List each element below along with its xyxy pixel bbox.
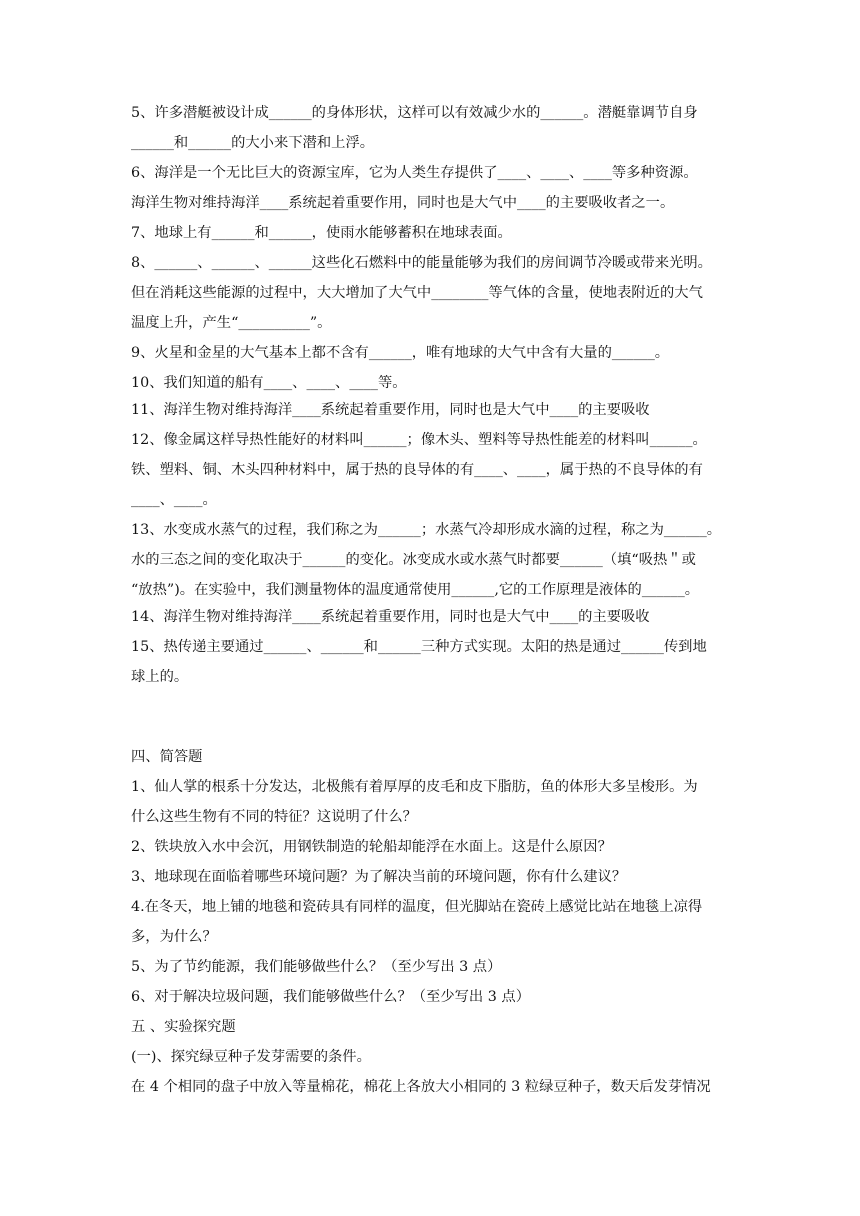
- question-8-line-1: 8、______、______、______这些化石燃料中的能量能够为我们的房间调节冷暖或带来光明。: [131, 255, 712, 271]
- question-8-line-2: 但在消耗这些能源的过程中，大大增加了大气中________等气体的含量，使地表附近的大气: [131, 285, 703, 301]
- question-14: 14、海洋生物对维持海洋____系统起着重要作用，同时也是大气中____的主要吸收: [131, 609, 650, 625]
- experiment-1-text: 在 4 个相同的盘子中放入等量棉花，棉花上各放大小相同的 3 粒绿豆种子，数天后发芽情况: [131, 1079, 711, 1095]
- question-15-line-1: 15、热传递主要通过______、______和______三种方式实现。太阳的热是通过______传到地: [131, 639, 707, 655]
- experiment-1-heading: (一)、探究绿豆种子发芽需要的条件。: [131, 1049, 371, 1065]
- short-answer-5: 5、为了节约能源，我们能够做些什么？（至少写出 3 点）: [131, 959, 502, 975]
- short-answer-6: 6、对于解决垃圾问题，我们能够做些什么？（至少写出 3 点）: [131, 989, 530, 1005]
- question-12-line-1: 12、像金属这样导热性能好的材料叫______；像木头、塑料等导热性能差的材料叫______。: [131, 432, 707, 448]
- section-5-heading: 五 、实验探究题: [131, 1019, 236, 1035]
- short-answer-3: 3、地球现在面临着哪些环境问题？为了解决当前的环境问题，你有什么建议？: [131, 869, 627, 885]
- question-10: 10、我们知道的船有____、____、____等。: [131, 375, 407, 391]
- short-answer-1-line-2: 什么这些生物有不同的特征？这说明了什么？: [131, 809, 417, 825]
- question-7: 7、地球上有______和______，使雨水能够蓄积在地球表面。: [131, 225, 512, 241]
- section-4-heading: 四、简答题: [131, 749, 203, 765]
- question-6-line-2: 海洋生物对维持海洋____系统起着重要作用，同时也是大气中____的主要吸收者之一。: [131, 195, 675, 211]
- question-12-line-3: ____、____。: [131, 492, 217, 508]
- short-answer-1-line-1: 1、仙人掌的根系十分发达，北极熊有着厚厚的皮毛和皮下脂肪，鱼的体形大多呈梭形。为: [131, 779, 698, 795]
- question-9: 9、火星和金星的大气基本上都不含有______，唯有地球的大气中含有大量的______。: [131, 345, 670, 361]
- question-5-line-1: 5、许多潜艇被设计成______的身体形状，这样可以有效减少水的______。潜艇靠调节自身: [131, 105, 698, 121]
- question-5-line-2: ______和______的大小来下潜和上浮。: [131, 135, 375, 151]
- question-6-line-1: 6、海洋是一个无比巨大的资源宝库，它为人类生存提供了____、____、____等多种资源。: [131, 165, 698, 181]
- question-13-line-2: 水的三态之间的变化取决于______的变化。冰变成水或水蒸气时都要______（填“吸热＂或: [131, 552, 696, 568]
- question-12-line-2: 铁、塑料、铜、木头四种材料中，属于热的良导体的有____、____，属于热的不良导体的有: [131, 462, 703, 478]
- question-15-line-2: 球上的。: [131, 669, 189, 685]
- question-11: 11、海洋生物对维持海洋____系统起着重要作用，同时也是大气中____的主要吸收: [131, 402, 650, 418]
- short-answer-4-line-1: 4.在冬天，地上铺的地毯和瓷砖具有同样的温度，但光脚站在瓷砖上感觉比站在地毯上凉得: [131, 899, 703, 915]
- short-answer-4-line-2: 多，为什么？: [131, 929, 217, 945]
- question-8-line-3: 温度上升，产生“__________”。: [131, 315, 332, 331]
- short-answer-2: 2、铁块放入水中会沉，用钢铁制造的轮船却能浮在水面上。这是什么原因？: [131, 839, 612, 855]
- question-13-line-1: 13、水变成水蒸气的过程，我们称之为______；水蒸气冷却形成水滴的过程，称之为______。: [131, 522, 722, 538]
- question-13-line-3: “放热”)。在实验中，我们测量物体的温度通常使用______,它的工作原理是液体的______。: [131, 582, 700, 598]
